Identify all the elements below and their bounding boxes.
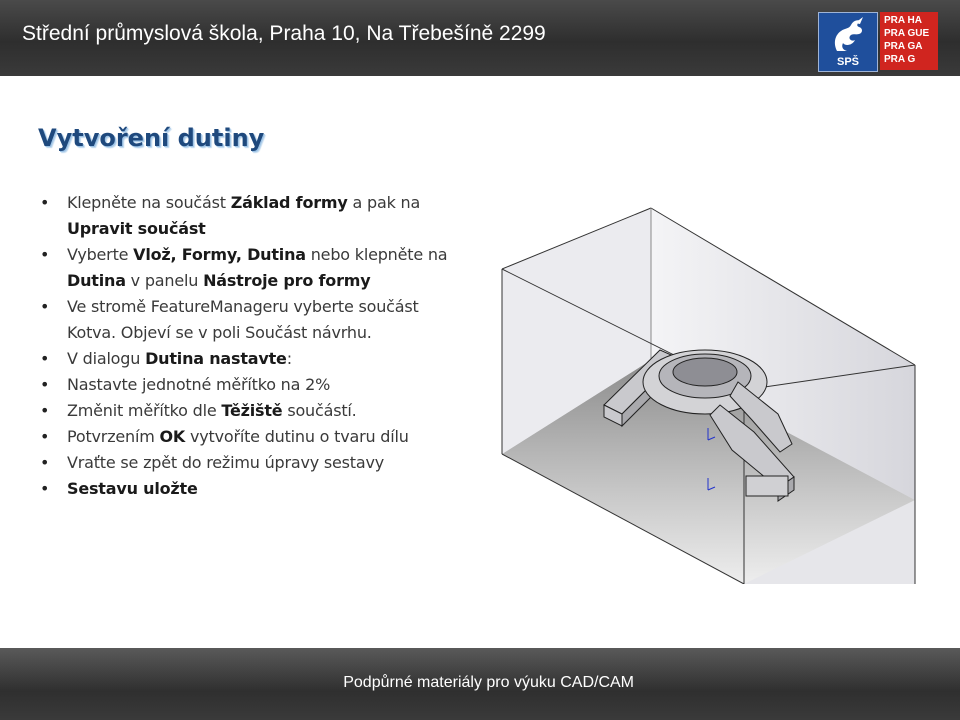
- bullet-text: vytvoříte dutinu o tvaru dílu: [185, 427, 409, 446]
- bullet-text: Změnit měřítko dle: [67, 401, 222, 420]
- bullet-text-bold: Nástroje pro formy: [203, 271, 371, 290]
- dragon-icon: [819, 13, 877, 57]
- bullet-text: nebo klepněte na: [305, 245, 448, 264]
- bullet-text: Klepněte na součást: [67, 193, 231, 212]
- bullet-text: Nastavte jednotné měřítko na 2%: [67, 375, 331, 394]
- bullet-text: Vyberte: [67, 245, 134, 264]
- bullet-text-bold: OK: [159, 427, 186, 446]
- bullet-text: a pak na: [347, 193, 421, 212]
- bullet-item: [40, 398, 480, 424]
- bullet-text-bold: Těžiště: [221, 401, 283, 420]
- bullet-text-bold: Základ formy: [230, 193, 348, 212]
- praha-logo: [880, 12, 938, 70]
- praha-logo-line: PRA GUE: [884, 28, 930, 39]
- sps-logo-text: SPŠ: [836, 56, 859, 68]
- header-title: Střední průmyslová škola, Praha 10, Na Třebešíně 2299: [22, 22, 546, 45]
- bullet-text-bold: Vlož, Formy, Dutina: [133, 245, 306, 264]
- bullet-text-bold: Dutina nastavte: [145, 349, 287, 368]
- bullet-list: [40, 190, 480, 502]
- praha-logo-line: PRA G: [884, 54, 916, 65]
- praha-logo-line: PRA GA: [884, 41, 923, 52]
- footer-bar: [0, 648, 960, 720]
- bullet-item: [40, 320, 480, 346]
- bullet-item: [40, 268, 480, 294]
- bullet-item: [40, 216, 480, 242]
- bullet-text: Ve stromě FeatureManageru vyberte součást: [67, 297, 419, 316]
- bullet-text-bold: Upravit součást: [67, 219, 206, 238]
- bullet-item: [40, 476, 480, 502]
- bullet-item: [40, 346, 480, 372]
- bullet-item: [40, 190, 480, 216]
- bullet-text: součástí.: [282, 401, 357, 420]
- bullet-text-bold: Dutina: [67, 271, 126, 290]
- bullet-text: :: [286, 349, 292, 368]
- sps-logo: [818, 12, 878, 72]
- bullet-text: V dialogu: [67, 349, 146, 368]
- bullet-item: [40, 424, 480, 450]
- bullet-text: Kotva. Objeví se v poli Součást návrhu.: [67, 323, 372, 342]
- bullet-item: [40, 450, 480, 476]
- bullet-text: Potvrzením: [67, 427, 160, 446]
- praha-logo-line: PRA HA: [884, 15, 922, 26]
- bullet-item: [40, 294, 480, 320]
- bullet-item: [40, 372, 480, 398]
- bullet-text: v panelu: [125, 271, 204, 290]
- mold-cavity-render: [482, 200, 938, 584]
- bullet-text-bold: Sestavu uložte: [67, 479, 198, 498]
- footer-text: Podpůrné materiály pro výuku CAD/CAM: [343, 674, 634, 691]
- bullet-text: Vraťte se zpět do režimu úpravy sestavy: [67, 453, 385, 472]
- bullet-item: [40, 242, 480, 268]
- slide-title: Vytvoření dutiny: [38, 124, 265, 152]
- header-bar: [0, 0, 960, 76]
